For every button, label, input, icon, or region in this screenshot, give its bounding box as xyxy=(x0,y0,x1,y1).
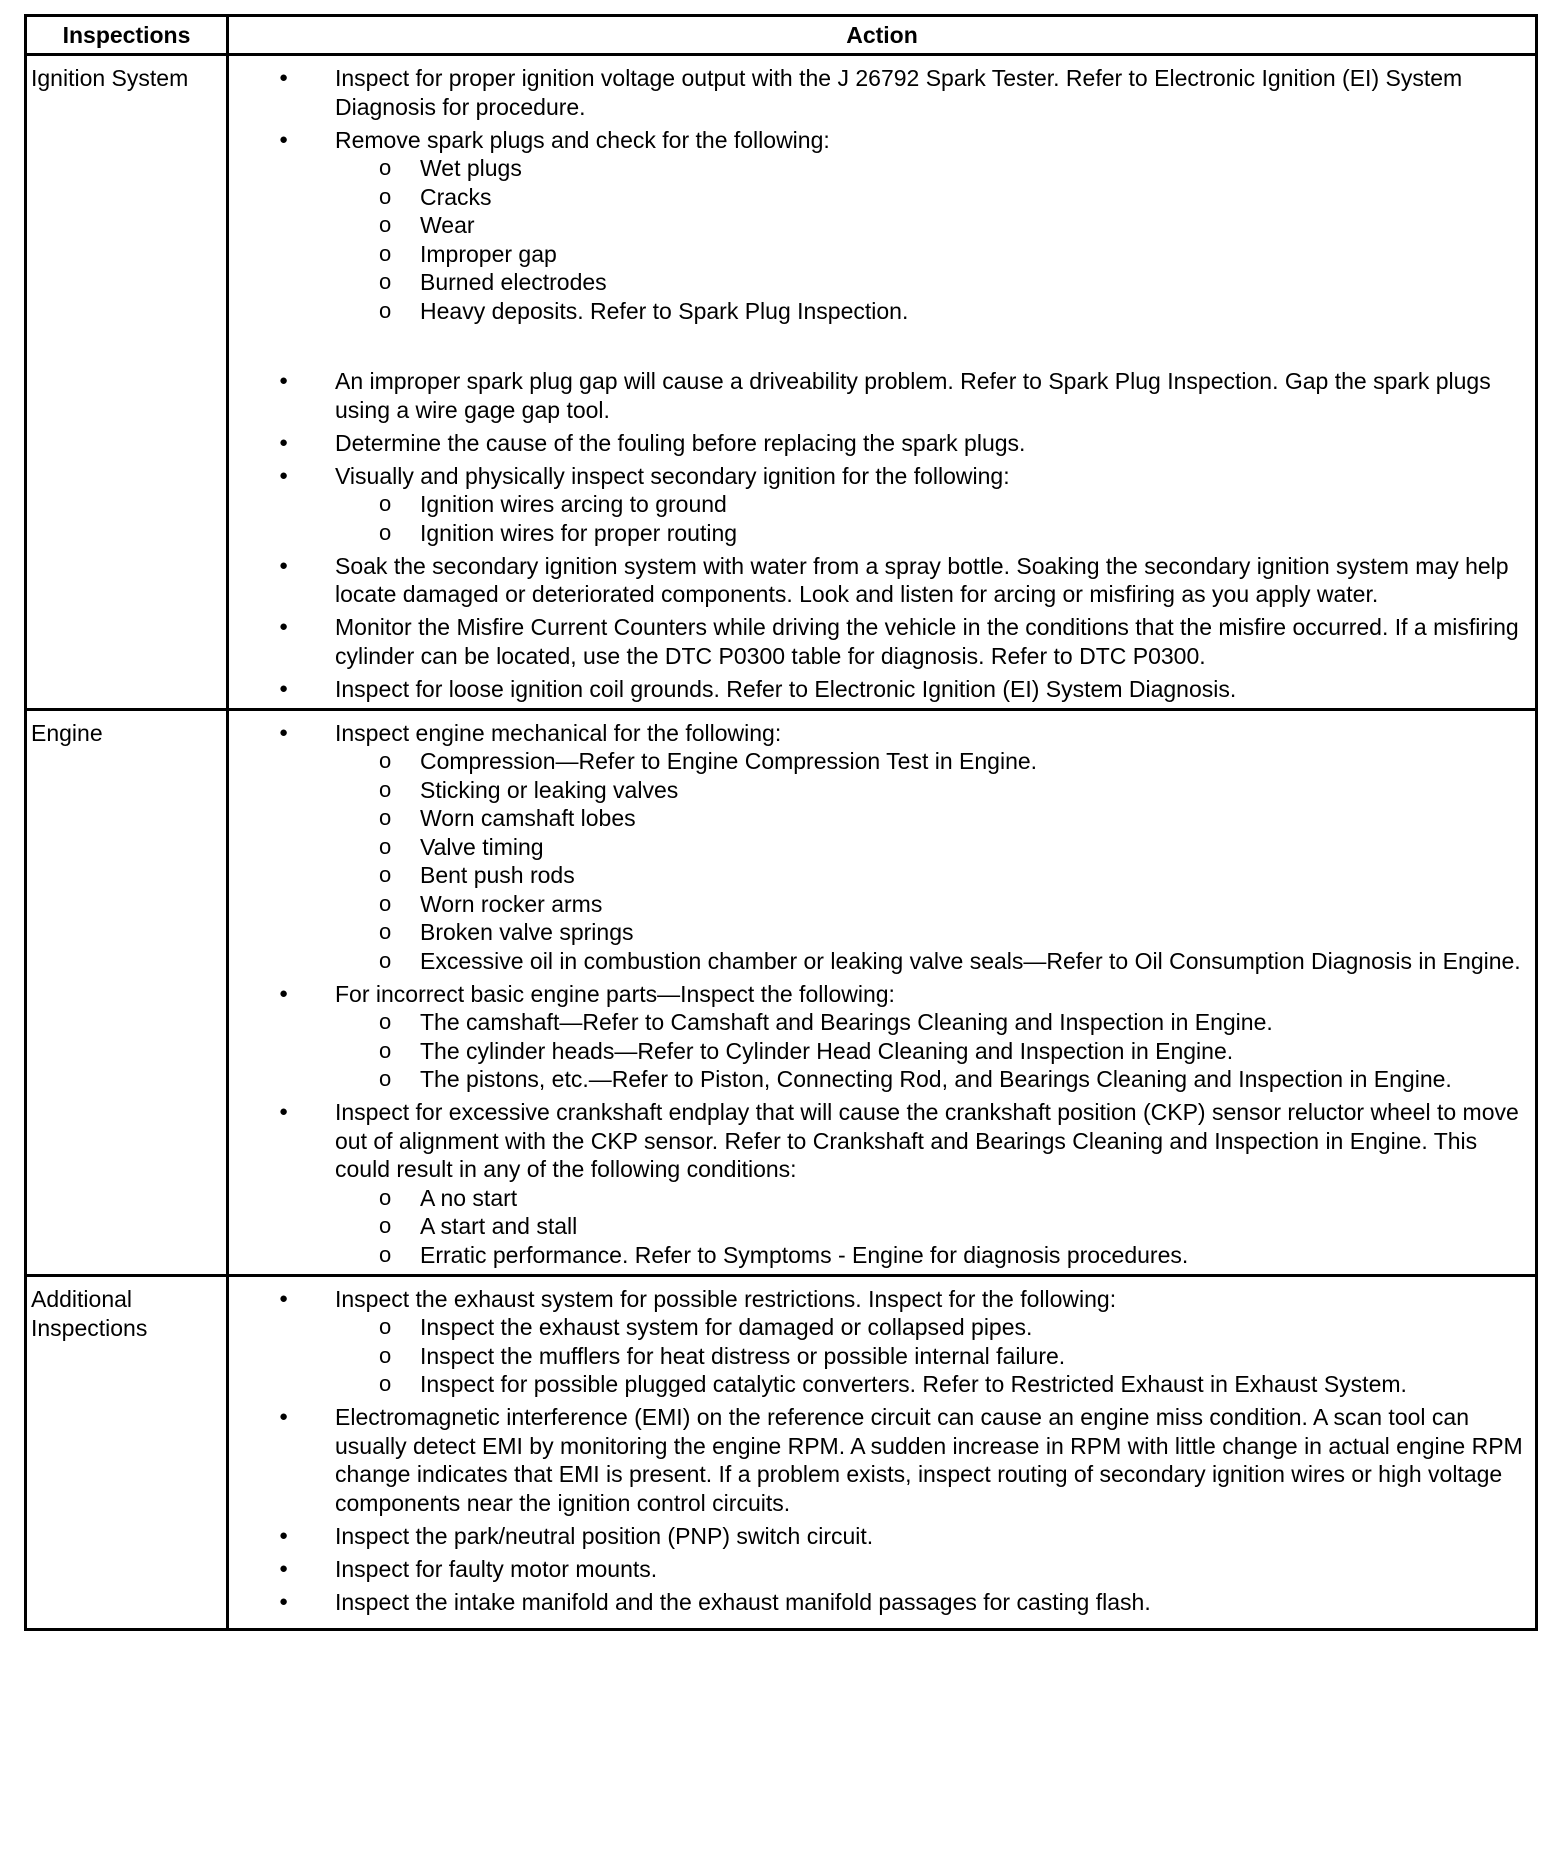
sub-item-text: o Valve timing xyxy=(420,833,544,860)
bullet-item xyxy=(229,367,1535,424)
bullet-text: ● An improper spark plug gap will cause a driveability problem. Refer to Spark Plug Inspection. Gap the spark plugs using a wire gage gap tool. xyxy=(335,368,1491,423)
sub-item-text: o The pistons, etc.—Refer to Piston, Connecting Rod, and Bearings Cleaning and Inspection in Engine. xyxy=(420,1066,1452,1092)
sub-item xyxy=(229,1008,1531,1037)
table-header-row xyxy=(26,16,1537,55)
sub-item-text: o Burned electrodes xyxy=(420,269,607,295)
sub-item xyxy=(229,1037,1531,1066)
table-row xyxy=(26,55,1537,710)
sub-item-text: o A no start xyxy=(420,1184,518,1211)
sub-list xyxy=(229,1008,1531,1094)
sub-list xyxy=(229,1313,1531,1399)
sub-list xyxy=(229,747,1531,975)
sub-item xyxy=(229,154,1531,183)
bullet-item xyxy=(229,126,1535,326)
sub-item xyxy=(229,268,1531,297)
sub-item-text: o Ignition wires for proper routing xyxy=(420,519,738,546)
sub-item xyxy=(229,918,1531,947)
bullet-item xyxy=(229,613,1535,670)
bullet-text: ● Electromagnetic interference (EMI) on the reference circuit can cause an engine miss condition. A scan tool can usually detect EMI by monitoring the engine RPM. A sudden increase in RPM with little change in actual engine RPM change indicates that EMI is present. If a problem exists, inspect routing of secondary ignition wires or high voltage components near the ignition control circuits. xyxy=(335,1404,1523,1516)
bullet-item xyxy=(229,552,1535,609)
sub-item-text: o Wet plugs xyxy=(420,155,522,181)
sub-item xyxy=(229,1313,1531,1342)
sub-item xyxy=(229,776,1531,805)
sub-item-text: o Excessive oil in combustion chamber or leaking valve seals—Refer to Oil Consumption Diagnosis in Engine. xyxy=(420,947,1521,974)
table-row xyxy=(26,1275,1537,1629)
bullet-item xyxy=(229,1285,1535,1399)
bullet-item xyxy=(229,1588,1535,1617)
inspection-cell: Additional Inspections xyxy=(26,1275,228,1629)
sub-item-text: o Heavy deposits. Refer to Spark Plug Inspection. xyxy=(420,297,909,324)
bullet-text: ● Inspect for faulty motor mounts. xyxy=(335,1555,658,1582)
bullet-item xyxy=(229,1098,1535,1269)
sub-item xyxy=(229,240,1531,269)
sub-list xyxy=(229,1184,1531,1270)
bullet-text: ● Inspect the park/neutral position (PNP) switch circuit. xyxy=(335,1522,874,1549)
action-list xyxy=(229,719,1535,1270)
sub-item-text: o Compression—Refer to Engine Compression Test in Engine. xyxy=(420,748,1038,774)
bullet-text: ● Monitor the Misfire Current Counters while driving the vehicle in the conditions that the misfire occurred. If a misfiring cylinder can be located, use the DTC P0300 table for diagnosis. Refer to DTC P0300. xyxy=(335,614,1519,669)
sub-item-text: o Erratic performance. Refer to Symptoms - Engine for diagnosis procedures. xyxy=(420,1241,1189,1268)
bullet-text: ● Inspect for excessive crankshaft endplay that will cause the crankshaft position (CKP) sensor reluctor wheel to move out of alignment with the CKP sensor. Refer to Crankshaft and Bearings Cleaning and Inspection in Engine. This could result in any of the following conditions: xyxy=(335,1099,1519,1182)
inspection-cell: Ignition System xyxy=(26,55,228,710)
sub-item xyxy=(229,183,1531,212)
sub-item xyxy=(229,1241,1531,1270)
sub-item-text: o Ignition wires arcing to ground xyxy=(420,491,727,517)
header-inspections: Inspections xyxy=(26,16,228,55)
sub-item-text: o Inspect for possible plugged catalytic converters. Refer to Restricted Exhaust in Exhaust System. xyxy=(420,1371,1407,1397)
sub-item xyxy=(229,947,1531,976)
action-cell xyxy=(228,1275,1537,1629)
bullet-item xyxy=(229,1555,1535,1584)
sub-item xyxy=(229,804,1531,833)
bullet-text: ● Inspect for proper ignition voltage output with the J 26792 Spark Tester. Refer to Electronic Ignition (EI) System Diagnosis for procedure. xyxy=(335,65,1463,120)
bullet-item xyxy=(229,64,1535,121)
sub-item-text: o Cracks xyxy=(420,183,492,210)
sub-item-text: o Worn rocker arms xyxy=(420,890,603,917)
bullet-item xyxy=(229,1403,1535,1517)
bullet-item xyxy=(229,719,1535,976)
bullet-text: ● Soak the secondary ignition system with water from a spray bottle. Soaking the secondary ignition system may help locate damaged or deteriorated components. Look and listen for arcing or misfiring as you apply water. xyxy=(335,552,1509,607)
sub-item-text: o Worn camshaft lobes xyxy=(420,805,636,831)
sub-item-text: o Wear xyxy=(420,212,475,238)
bullet-text: ● For incorrect basic engine parts—Inspect the following: xyxy=(335,980,895,1007)
sub-item xyxy=(229,1342,1531,1371)
bullet-text: ● Inspect the exhaust system for possible restrictions. Inspect for the following: xyxy=(335,1285,1117,1312)
sub-item-text: o Broken valve springs xyxy=(420,919,634,945)
sub-item xyxy=(229,1212,1531,1241)
sub-item-text: o Inspect the mufflers for heat distress or possible internal failure. xyxy=(420,1342,1066,1369)
sub-item xyxy=(229,890,1531,919)
table-row xyxy=(26,709,1537,1275)
sub-item-text: o Bent push rods xyxy=(420,862,575,888)
sub-item xyxy=(229,1184,1531,1213)
bullet-text: ● Remove spark plugs and check for the following: xyxy=(335,126,830,153)
sub-item-text: o Improper gap xyxy=(420,240,557,267)
inspection-table xyxy=(24,14,1538,1631)
bullet-item xyxy=(229,980,1535,1094)
action-cell xyxy=(228,55,1537,710)
sub-item-text: o Inspect the exhaust system for damaged or collapsed pipes. xyxy=(420,1314,1033,1340)
bullet-text: ● Inspect engine mechanical for the following: xyxy=(335,719,782,746)
sub-item xyxy=(229,747,1531,776)
sub-item xyxy=(229,490,1531,519)
bullet-item xyxy=(229,462,1535,548)
sub-list xyxy=(229,490,1531,547)
sub-list xyxy=(229,154,1531,325)
bullet-item xyxy=(229,675,1535,704)
sub-item xyxy=(229,1370,1531,1399)
sub-item-text: o A start and stall xyxy=(420,1213,578,1239)
bullet-item xyxy=(229,1522,1535,1551)
sub-item xyxy=(229,297,1531,326)
bullet-item xyxy=(229,429,1535,458)
action-list xyxy=(229,64,1535,703)
bullet-text: ● Inspect the intake manifold and the exhaust manifold passages for casting flash. xyxy=(335,1588,1151,1615)
sub-item xyxy=(229,833,1531,862)
sub-item xyxy=(229,519,1531,548)
sub-item xyxy=(229,211,1531,240)
inspection-cell: Engine xyxy=(26,709,228,1275)
header-action: Action xyxy=(228,16,1537,55)
action-list xyxy=(229,1285,1535,1617)
bullet-text: ● Determine the cause of the fouling before replacing the spark plugs. xyxy=(335,429,1026,456)
sub-item-text: o The camshaft—Refer to Camshaft and Bearings Cleaning and Inspection in Engine. xyxy=(420,1009,1273,1035)
sub-item xyxy=(229,1065,1531,1094)
action-cell xyxy=(228,709,1537,1275)
bullet-text: ● Inspect for loose ignition coil grounds. Refer to Electronic Ignition (EI) System Diagnosis. xyxy=(335,675,1237,702)
sub-item-text: o Sticking or leaking valves xyxy=(420,776,679,803)
sub-item xyxy=(229,861,1531,890)
sub-item-text: o The cylinder heads—Refer to Cylinder Head Cleaning and Inspection in Engine. xyxy=(420,1037,1234,1064)
bullet-text: ● Visually and physically inspect secondary ignition for the following: xyxy=(335,462,1010,489)
